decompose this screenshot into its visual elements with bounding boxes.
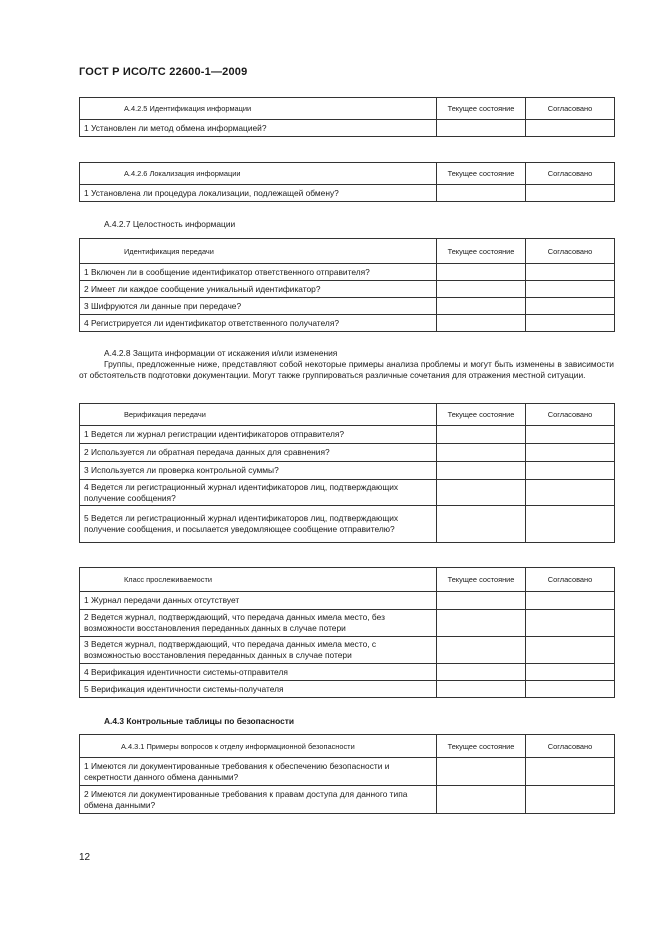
question-cell: 5 Верификация идентичности системы-получателя [80,681,437,698]
question-cell: 4 Ведется ли регистрационный журнал идентификаторов лиц, подтверждающих получение сообщения? [80,480,437,506]
table-row [80,786,615,814]
question-cell: 3 Ведется журнал, подтверждающий, что передача данных имела место, с возможностью восстановления переданных данных в случае потери [80,637,437,664]
column-header-current-state: Текущее состояние [437,98,526,120]
table-security-questions [79,734,615,814]
column-header-agreed: Согласовано [526,735,615,758]
column-header-agreed: Согласовано [526,239,615,264]
question-cell: 3 Используется ли проверка контрольной суммы? [80,462,437,480]
table-row [80,637,615,664]
table-row [80,592,615,610]
agreed-cell[interactable] [526,681,615,698]
current-state-cell[interactable] [437,315,526,332]
table-row [80,664,615,681]
agreed-cell[interactable] [526,281,615,298]
question-cell: 3 Шифруются ли данные при передаче? [80,298,437,315]
current-state-cell[interactable] [437,637,526,664]
question-cell: 2 Имеет ли каждое сообщение уникальный идентификатор? [80,281,437,298]
table-row [80,426,615,444]
agreed-cell[interactable] [526,664,615,681]
table-row [80,264,615,281]
table-row [80,298,615,315]
table-title: A.4.2.6 Локализация информации [80,163,437,185]
current-state-cell[interactable] [437,426,526,444]
table-row [80,120,615,137]
column-header-current-state: Текущее состояние [437,163,526,185]
table-row [80,480,615,506]
agreed-cell[interactable] [526,444,615,462]
table-title: Верификация передачи [80,404,437,426]
column-header-current-state: Текущее состояние [437,404,526,426]
section-paragraph: Группы, предложенные ниже, представляют собой некоторые примеры анализа проблемы и могут быть изменены в зависимости от обстоятельств подготовки документации. Могут также группироваться различные сочетания для отражения местной ситуации. [79,359,614,380]
column-header-current-state: Текущее состояние [437,568,526,592]
column-header-agreed: Согласовано [526,404,615,426]
table-row [80,315,615,332]
current-state-cell[interactable] [437,264,526,281]
table-row [80,444,615,462]
current-state-cell[interactable] [437,281,526,298]
current-state-cell[interactable] [437,185,526,202]
page-number: 12 [79,852,91,863]
agreed-cell[interactable] [526,610,615,637]
column-header-current-state: Текущее состояние [437,239,526,264]
table-row [80,281,615,298]
agreed-cell[interactable] [526,758,615,786]
current-state-cell[interactable] [437,298,526,315]
question-cell: 1 Установлена ли процедура локализации, подлежащей обмену? [80,185,437,202]
agreed-cell[interactable] [526,462,615,480]
current-state-cell[interactable] [437,120,526,137]
question-cell: 4 Верификация идентичности системы-отправителя [80,664,437,681]
table-title: Идентификация передачи [80,239,437,264]
current-state-cell[interactable] [437,462,526,480]
question-cell: 1 Имеются ли документированные требования к обеспечению безопасности и секретности данного обмена данными? [80,758,437,786]
column-header-agreed: Согласовано [526,98,615,120]
table-transfer-verification [79,403,615,543]
table-row [80,185,615,202]
column-header-agreed: Согласовано [526,163,615,185]
question-cell: 5 Ведется ли регистрационный журнал идентификаторов лиц, подтверждающих получение сообщения, и посылается уведомляющее сообщение отправителю? [80,506,437,543]
question-cell: 2 Ведется журнал, подтверждающий, что передача данных имела место, без возможности восстановления переданных данных в случае потери [80,610,437,637]
agreed-cell[interactable] [526,786,615,814]
agreed-cell[interactable] [526,120,615,137]
table-title: A.4.2.5 Идентификация информации [80,98,437,120]
current-state-cell[interactable] [437,758,526,786]
question-cell: 1 Установлен ли метод обмена информацией? [80,120,437,137]
question-cell: 2 Используется ли обратная передача данных для сравнения? [80,444,437,462]
table-row [80,506,615,543]
agreed-cell[interactable] [526,264,615,281]
current-state-cell[interactable] [437,664,526,681]
current-state-cell[interactable] [437,592,526,610]
current-state-cell[interactable] [437,444,526,462]
table-information-identification [79,97,615,137]
table-row [80,462,615,480]
current-state-cell[interactable] [437,480,526,506]
table-traceability-class [79,567,615,698]
section-heading-4-3: A.4.3 Контрольные таблицы по безопасности [104,716,294,726]
agreed-cell[interactable] [526,480,615,506]
agreed-cell[interactable] [526,592,615,610]
question-cell: 2 Имеются ли документированные требования к правам доступа для данного типа обмена данными? [80,786,437,814]
column-header-current-state: Текущее состояние [437,735,526,758]
document-header: ГОСТ Р ИСО/ТС 22600-1—2009 [79,66,248,78]
agreed-cell[interactable] [526,298,615,315]
current-state-cell[interactable] [437,681,526,698]
question-cell: 1 Включен ли в сообщение идентификатор ответственного отправителя? [80,264,437,281]
agreed-cell[interactable] [526,637,615,664]
current-state-cell[interactable] [437,610,526,637]
agreed-cell[interactable] [526,315,615,332]
question-cell: 4 Регистрируется ли идентификатор ответственного получателя? [80,315,437,332]
table-transfer-identification [79,238,615,332]
question-cell: 1 Ведется ли журнал регистрации идентификаторов отправителя? [80,426,437,444]
current-state-cell[interactable] [437,786,526,814]
agreed-cell[interactable] [526,506,615,543]
current-state-cell[interactable] [437,506,526,543]
column-header-agreed: Согласовано [526,568,615,592]
table-title: A.4.3.1 Примеры вопросов к отделу информационной безопасности [80,735,437,758]
table-title: Класс прослеживаемости [80,568,437,592]
table-information-localization [79,162,615,202]
agreed-cell[interactable] [526,185,615,202]
section-heading-4-2-7: A.4.2.7 Целостность информации [104,219,236,229]
question-cell: 1 Журнал передачи данных отсутствует [80,592,437,610]
section-heading-4-2-8: A.4.2.8 Защита информации от искажения и/или изменения [104,348,338,358]
table-row [80,610,615,637]
table-row [80,681,615,698]
agreed-cell[interactable] [526,426,615,444]
table-row [80,758,615,786]
